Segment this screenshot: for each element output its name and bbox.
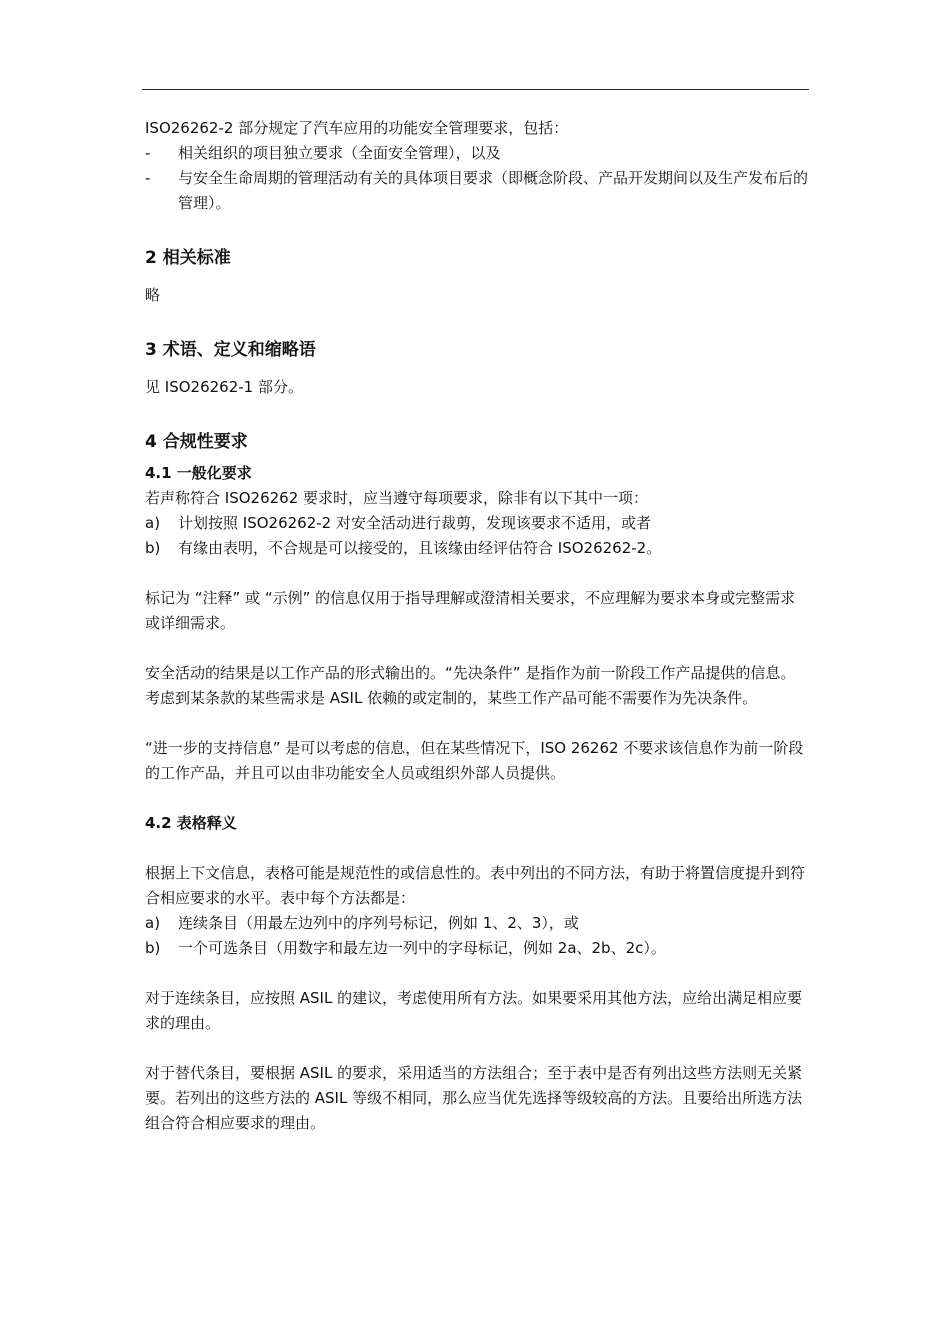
section-2-body: 略 [145, 286, 161, 304]
list-text: 与安全生命周期的管理活动有关的具体项目要求（即概念阶段、产品开发期间以及生产发布后的管理）。 [178, 169, 809, 212]
list-item [145, 936, 809, 961]
list-marker: - [145, 144, 151, 162]
section-3-body: 见 ISO26262-1 部分。 [145, 378, 303, 396]
intro-paragraph: ISO26262-2 部分规定了汽车应用的功能安全管理要求，包括： [145, 119, 569, 137]
paragraph: 根据上下文信息，表格可能是规范性的或信息性的。表中列出的不同方法，有助于将置信度提升到符合相应要求的水平。表中每个方法都是： [145, 864, 806, 907]
document-body [145, 116, 809, 1136]
list-text: 一个可选条目（用数字和最左边一列中的字母标记，例如 2a、2b、2c）。 [178, 939, 666, 957]
section-heading-2: 2 相关标准 [145, 248, 231, 268]
list-text: 连续条目（用最左边列中的序列号标记，例如 1、2、3），或 [178, 914, 579, 932]
paragraph: 对于替代条目，要根据 ASIL 的要求，采用适当的方法组合；至于表中是否有列出这些方法则无关紧要。若列出的这些方法的 ASIL 等级不相同，那么应当优先选择等级较高的方法。且要给出所选方法组合符合相应要求的理由。 [145, 1064, 803, 1132]
list-item [145, 141, 809, 166]
paragraph: “进一步的支持信息” 是可以考虑的信息，但在某些情况下，ISO 26262 不要求该信息作为前一阶段的工作产品，并且可以由非功能安全人员或组织外部人员提供。 [145, 739, 804, 782]
header-rule [142, 89, 809, 90]
list-text: 相关组织的项目独立要求（全面安全管理），以及 [178, 144, 501, 162]
list-marker: a) [145, 514, 161, 532]
list-item [145, 511, 809, 536]
list-marker: a) [145, 914, 161, 932]
list-item [145, 166, 809, 216]
section-heading-4: 4 合规性要求 [145, 432, 248, 452]
list-item [145, 911, 809, 936]
list-text: 计划按照 ISO26262-2 对安全活动进行裁剪，发现该要求不适用，或者 [178, 514, 651, 532]
list-marker: - [145, 169, 151, 187]
list-marker: b) [145, 539, 161, 557]
list-marker: b) [145, 939, 161, 957]
paragraph: 对于连续条目，应按照 ASIL 的建议，考虑使用所有方法。如果要采用其他方法，应给出满足相应要求的理由。 [145, 989, 803, 1032]
list-item [145, 536, 809, 561]
paragraph: 安全活动的结果是以工作产品的形式输出的。“先决条件” 是指作为前一阶段工作产品提供的信息。考虑到某条款的某些需求是 ASIL 依赖的或定制的，某些工作产品可能不需要作为先决条件。 [145, 664, 796, 707]
paragraph: 若声称符合 ISO26262 要求时，应当遵守每项要求，除非有以下其中一项： [145, 489, 649, 507]
paragraph: 标记为 “注释” 或 “示例” 的信息仅用于指导理解或澄清相关要求，不应理解为要求本身或完整需求或详细需求。 [145, 589, 796, 632]
list-text: 有缘由表明，不合规是可以接受的，且该缘由经评估符合 ISO26262-2。 [178, 539, 662, 557]
subsection-heading-4-2: 4.2 表格释义 [145, 814, 237, 832]
section-heading-3: 3 术语、定义和缩略语 [145, 340, 316, 360]
subsection-heading-4-1: 4.1 一般化要求 [145, 464, 252, 482]
